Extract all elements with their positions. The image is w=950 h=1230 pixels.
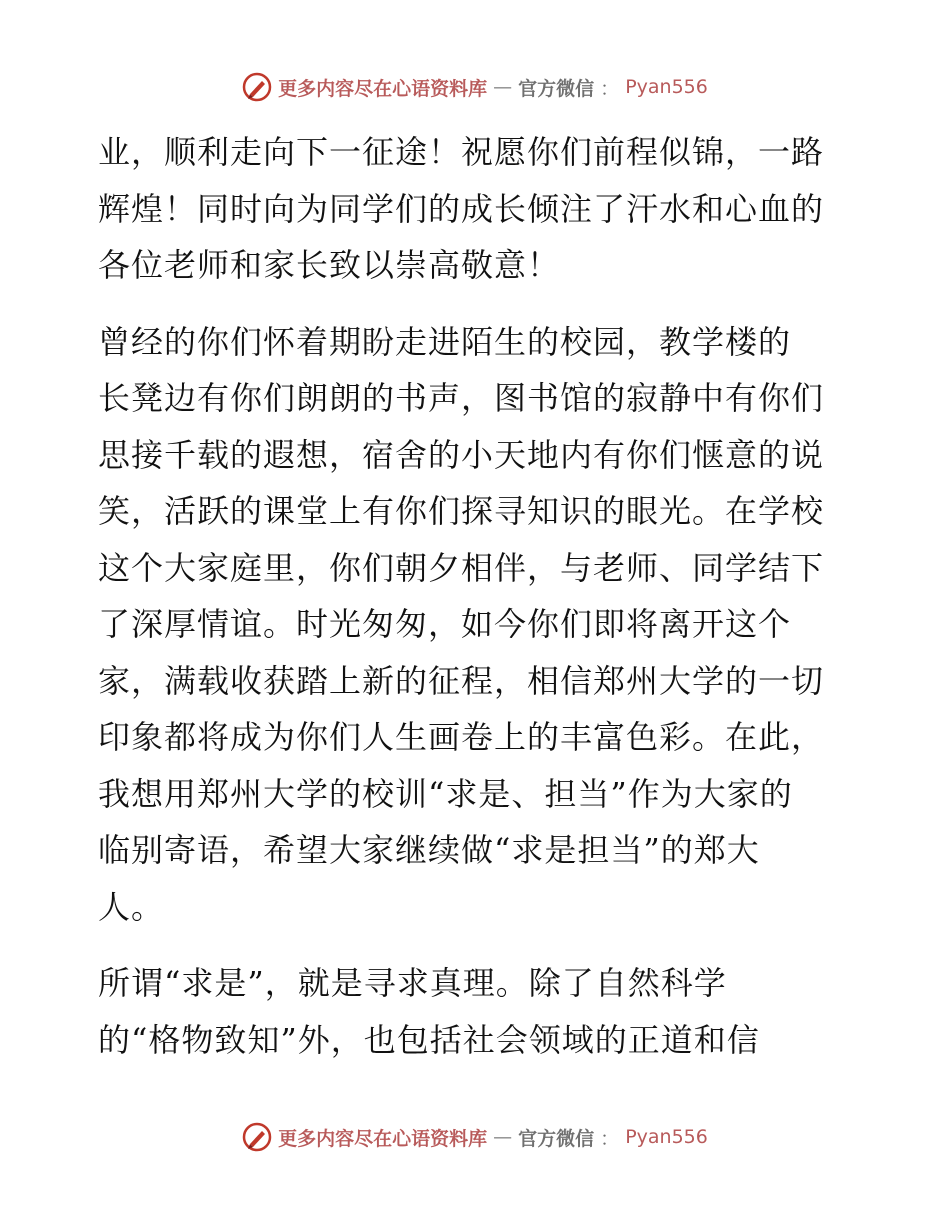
text-line: 人。 [98, 887, 165, 926]
text-line: 长凳边有你们朗朗的书声，图书馆的寂静中有你们 [98, 379, 825, 417]
pen-logo-icon [242, 72, 272, 102]
text-line: 各位老师和家长致以崇高敬意！ [98, 246, 561, 284]
watermark-dash: — [493, 1126, 513, 1148]
header-watermark [0, 72, 950, 102]
text-line: 辉煌！同时向为同学们的成长倾注了汗水和心血的 [98, 189, 825, 228]
document-body [98, 124, 858, 1068]
paragraph-gap [98, 294, 858, 314]
text-line: 笑，活跃的课堂上有你们探寻知识的眼光。在学校 [98, 492, 825, 530]
watermark-separator: ： [600, 1127, 620, 1150]
watermark-separator: ： [600, 77, 620, 100]
paragraph-2 [98, 314, 858, 936]
watermark-brand: 更多内容尽在心语资料库 [278, 77, 488, 100]
watermark-wechat-id: Pyan556 [625, 1126, 708, 1148]
watermark-label: 官方微信 [518, 1127, 595, 1150]
text-line: 的“格物致知”外，也包括社会领域的正道和信 [98, 1020, 760, 1059]
footer-watermark [0, 1122, 950, 1152]
text-line: 印象都将成为你们人生画卷上的丰富色彩。在此， [98, 718, 825, 756]
watermark-brand: 更多内容尽在心语资料库 [278, 1127, 488, 1150]
paragraph-3 [98, 955, 858, 1068]
text-line: 曾经的你们怀着期盼走进陌生的校园，教学楼的 [98, 322, 792, 361]
watermark-wechat-id: Pyan556 [625, 76, 708, 98]
text-line: 家，满载收获踏上新的征程，相信郑州大学的一切 [98, 661, 825, 700]
text-line: 业，顺利走向下一征途！祝愿你们前程似锦，一路 [98, 133, 825, 171]
text-line: 我想用郑州大学的校训“求是、担当”作为大家的 [98, 774, 793, 813]
watermark-label: 官方微信 [518, 77, 595, 100]
text-line: 这个大家庭里，你们朝夕相伴，与老师、同学结下 [98, 548, 825, 587]
text-line: 思接千载的遐想，宿舍的小天地内有你们惬意的说 [98, 435, 825, 474]
text-line: 所谓“求是”，就是寻求真理。除了自然科学 [98, 964, 727, 1002]
paragraph-1 [98, 124, 858, 294]
paragraph-gap [98, 935, 858, 955]
watermark-dash: — [493, 76, 513, 98]
text-line: 了深厚情谊。时光匆匆，如今你们即将离开这个 [98, 605, 792, 643]
text-line: 临别寄语，希望大家继续做“求是担当”的郑大 [98, 831, 760, 869]
pen-logo-icon [242, 1122, 272, 1152]
